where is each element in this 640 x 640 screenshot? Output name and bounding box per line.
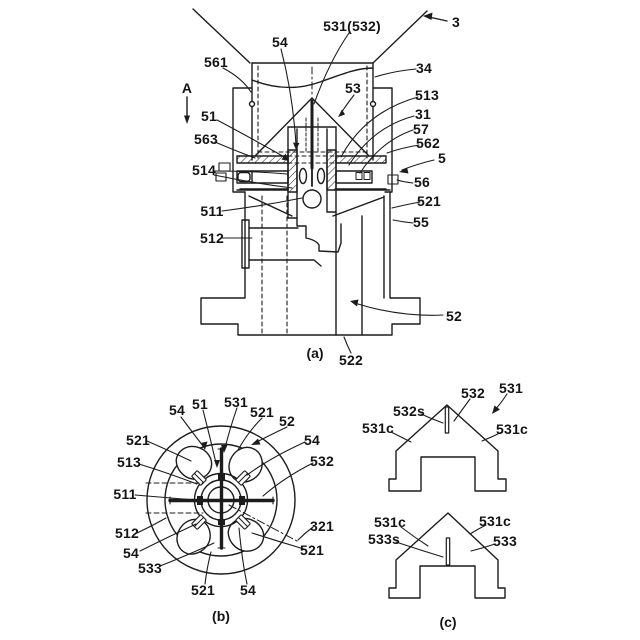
- nozzle-tip: [288, 212, 341, 252]
- fig-a-ref-label-522-21: 522: [339, 352, 363, 368]
- blade-533-outline: [389, 513, 505, 598]
- fig-c-ref-label-531-1: 531: [499, 380, 523, 396]
- hopper-lines: [193, 9, 447, 63]
- figure-b-leader-lines: [135, 408, 313, 584]
- figure-c-caption: (c): [439, 614, 457, 630]
- fig-b-ref-label-51-1: 51: [192, 396, 208, 412]
- fig-a-ref-label-54-2: 54: [272, 34, 288, 50]
- fig-c-ref-label-531c-6: 531c: [479, 513, 511, 529]
- fig-b-ref-label-321-10: 321: [310, 518, 334, 534]
- fig-a-ref-label-514-14: 514: [192, 162, 216, 178]
- fig-b-ref-label-52-4: 52: [279, 413, 295, 429]
- fig-a-ref-label-561-3: 561: [204, 54, 228, 70]
- fig-a-ref-label-531(532)-1: 531(532): [323, 18, 381, 34]
- fig-b-ref-label-513-7: 513: [117, 454, 141, 470]
- fig-a-ref-label-5-13: 5: [438, 150, 446, 166]
- fig-b-ref-label-54-6: 54: [304, 432, 320, 448]
- slit-533s: [446, 538, 449, 565]
- fig-a-ref-label-34-4: 34: [416, 60, 432, 76]
- arrow-52b: [251, 439, 261, 446]
- fig-a-ref-label-563-11: 563: [194, 131, 218, 147]
- arrow-51b: [214, 460, 220, 468]
- arrow-5: [399, 168, 409, 174]
- fig-b-ref-label-54-0: 54: [169, 402, 185, 418]
- slit-532s: [445, 407, 448, 433]
- fig-c-ref-label-533s-7: 533s: [368, 531, 400, 547]
- figure-b-cross-section: [135, 408, 313, 584]
- fig-b-ref-label-521-5: 521: [126, 432, 150, 448]
- arrow-53: [338, 110, 345, 118]
- arrow-531c-fig: [492, 406, 500, 415]
- fig-a-ref-label-52-20: 52: [446, 308, 462, 324]
- fig-c-ref-label-531c-3: 531c: [362, 420, 394, 436]
- blade-532-outline: [389, 405, 506, 491]
- fig-a-ref-label-562-12: 562: [416, 135, 440, 151]
- fig-c-ref-label-532-0: 532: [461, 385, 485, 401]
- fig-c-ref-label-532s-2: 532s: [393, 403, 425, 419]
- figure-b-caption: (b): [212, 608, 230, 624]
- fig-a-ref-label-3-0: 3: [452, 14, 460, 30]
- figure-a-leader-lines: [214, 33, 443, 353]
- fig-b-ref-label-533-14: 533: [138, 560, 162, 576]
- arrow-54: [293, 143, 300, 151]
- fig-c-ref-label-533-8: 533: [493, 533, 517, 549]
- fig-a-ref-label-511-17: 511: [200, 203, 224, 219]
- lower-housing: [201, 190, 420, 335]
- fig-b-ref-label-512-11: 512: [115, 525, 139, 541]
- fig-a-ref-label-51-9: 51: [201, 108, 217, 124]
- arrow-52: [350, 300, 359, 307]
- fig-a-ref-label-56-15: 56: [414, 174, 430, 190]
- arrow-A-down: [184, 116, 190, 125]
- fig-b-ref-label-531-2: 531: [224, 394, 248, 410]
- fig-b-ref-label-521-13: 521: [300, 542, 324, 558]
- fig-b-ref-label-532-8: 532: [310, 453, 334, 469]
- figure-a-section-view: [181, 9, 447, 353]
- fig-a-ref-label-57-10: 57: [413, 121, 429, 137]
- fig-b-ref-label-521-15: 521: [191, 582, 215, 598]
- figure-a-caption: (a): [306, 345, 324, 361]
- fig-a-ref-label-55-18: 55: [413, 214, 429, 230]
- fig-a-ref-label-31-8: 31: [415, 106, 431, 122]
- fig-b-ref-label-54-16: 54: [240, 582, 256, 598]
- fig-a-ref-label-A-5: A: [181, 80, 193, 96]
- fig-c-ref-label-531c-4: 531c: [496, 421, 528, 437]
- fig-a-ref-label-53-6: 53: [345, 80, 361, 96]
- figure-c-blade-parts: [389, 394, 507, 598]
- fig-b-ref-label-521-3: 521: [250, 404, 274, 420]
- fig-a-ref-label-512-19: 512: [200, 230, 224, 246]
- fig-b-ref-label-54-12: 54: [123, 545, 139, 561]
- fig-b-ref-label-511-9: 511: [113, 486, 137, 502]
- fig-a-ref-label-521-16: 521: [417, 193, 441, 209]
- fig-c-ref-label-531c-5: 531c: [374, 514, 406, 530]
- fig-a-ref-label-513-7: 513: [415, 87, 439, 103]
- section-marker-A: [184, 97, 190, 124]
